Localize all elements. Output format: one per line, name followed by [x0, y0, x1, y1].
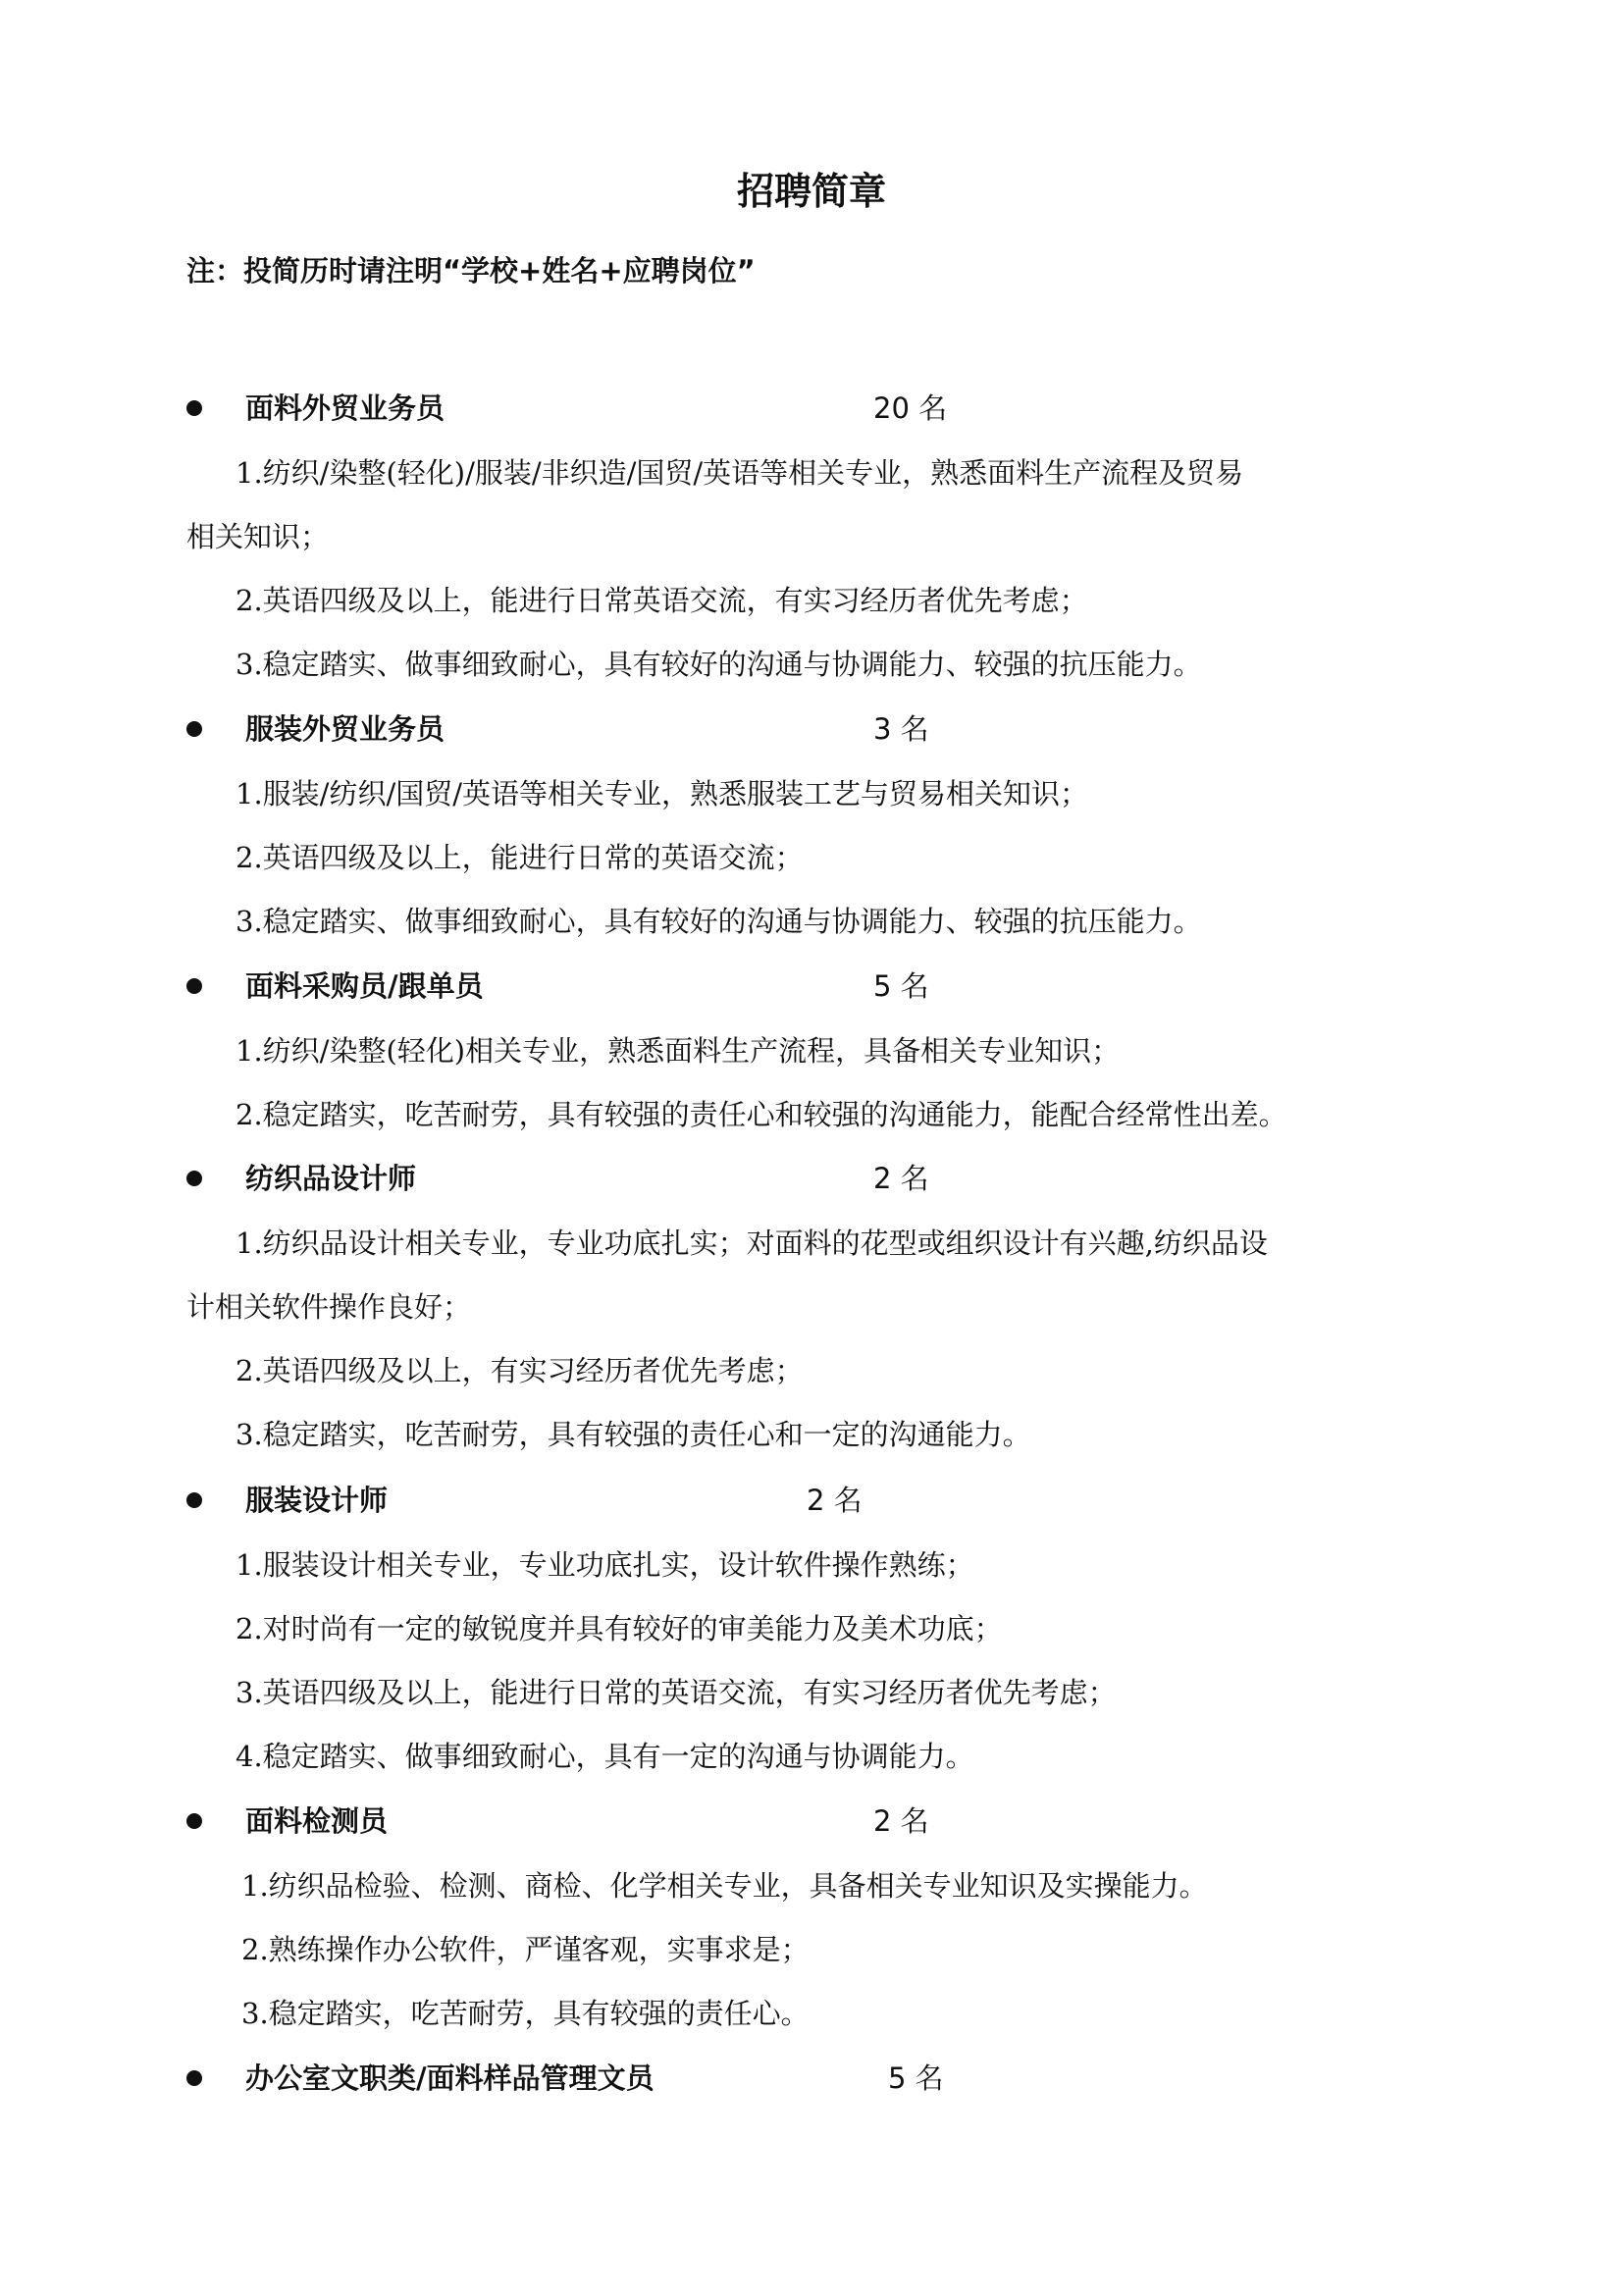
bullet-icon — [186, 1492, 202, 1508]
requirement-item: 3.稳定踏实、做事细致耐心，具有较好的沟通与协调能力、较强的抗压能力。 — [236, 905, 1202, 938]
job-title: 办公室文职类/面料样品管理文员 — [245, 2061, 654, 2095]
job-header — [0, 1801, 1623, 1841]
job-section — [0, 2059, 1623, 2098]
requirement-item: 1.纺织品设计相关专业，专业功底扎实；对面料的花型或组织设计有兴趣,纺织品设 — [236, 1226, 1268, 1260]
job-title: 服装设计师 — [245, 1484, 389, 1517]
requirement-item: 1.纺织/染整(轻化)相关专业，熟悉面料生产流程，具备相关专业知识； — [236, 1034, 1121, 1068]
requirement-item: 2.熟练操作办公软件，严谨客观，实事求是； — [241, 1933, 810, 1966]
job-title: 纺织品设计师 — [245, 1162, 417, 1195]
page-title: 招聘简章 — [736, 170, 886, 213]
requirement-item: 3.稳定踏实、做事细致耐心，具有较好的沟通与协调能力、较强的抗压能力。 — [236, 648, 1202, 681]
requirement-item: 3.英语四级及以上，能进行日常的英语交流，有实习经历者优先考虑； — [236, 1676, 1117, 1709]
bullet-icon — [186, 400, 202, 416]
job-section — [0, 389, 1623, 681]
requirement-item: 1.服装设计相关专业，专业功底扎实，设计软件操作熟练； — [236, 1548, 974, 1582]
requirement-item: 2.英语四级及以上，能进行日常的英语交流； — [236, 841, 804, 874]
job-title: 面料采购员/跟单员 — [245, 969, 484, 1003]
job-section — [0, 1481, 1623, 1773]
job-header — [0, 389, 1623, 428]
job-header — [0, 1481, 1623, 1520]
bullet-icon — [186, 1171, 202, 1186]
job-header — [0, 966, 1623, 1006]
requirement-item: 2.英语四级及以上，能进行日常英语交流，有实习经历者优先考虑； — [236, 584, 1088, 617]
requirement-item: 1.纺织品检验、检测、商检、化学相关专业，具备相关专业知识及实操能力。 — [241, 1869, 1208, 1903]
requirement-item: 3.稳定踏实，吃苦耐劳，具有较强的责任心。 — [241, 1997, 810, 2030]
job-count: 2 名 — [807, 1484, 863, 1517]
requirement-item: 4.稳定踏实、做事细致耐心，具有一定的沟通与协调能力。 — [236, 1740, 974, 1773]
job-count: 5 名 — [888, 2061, 944, 2095]
requirement-item: 2.英语四级及以上，有实习经历者优先考虑； — [236, 1354, 804, 1387]
requirement-item: 1.纺织/染整(轻化)/服装/非织造/国贸/英语等相关专业，熟悉面料生产流程及贸易 — [236, 456, 1244, 490]
job-section — [0, 966, 1623, 1131]
job-count: 5 名 — [873, 969, 929, 1003]
requirement-item: 1.服装/纺织/国贸/英语等相关专业，熟悉服装工艺与贸易相关知识； — [236, 777, 1088, 810]
job-count: 2 名 — [873, 1162, 929, 1195]
job-header — [0, 1159, 1623, 1198]
job-count: 2 名 — [873, 1804, 929, 1838]
job-section — [0, 709, 1623, 938]
job-title: 服装外贸业务员 — [245, 712, 445, 746]
job-header — [0, 2059, 1623, 2098]
job-title: 面料检测员 — [245, 1804, 389, 1838]
job-section — [0, 1801, 1623, 2030]
requirement-item: 2.稳定踏实，吃苦耐劳，具有较强的责任心和较强的沟通能力，能配合经常性出差。 — [236, 1098, 1287, 1131]
requirement-continuation: 计相关软件操作良好； — [186, 1290, 472, 1324]
requirement-item: 2.对时尚有一定的敏锐度并具有较好的审美能力及美术功底； — [236, 1612, 1003, 1645]
job-header — [0, 709, 1623, 749]
bullet-icon — [186, 978, 202, 994]
bullet-icon — [186, 721, 202, 737]
job-count: 20 名 — [873, 391, 948, 425]
bullet-icon — [186, 1813, 202, 1829]
bullet-icon — [186, 2070, 202, 2086]
job-count: 3 名 — [873, 712, 929, 746]
requirement-continuation: 相关知识； — [186, 520, 330, 553]
application-note: 注：投简历时请注明“学校+姓名+应聘岗位” — [186, 254, 756, 287]
job-title: 面料外贸业务员 — [245, 391, 445, 425]
job-section — [0, 1159, 1623, 1451]
requirement-item: 3.稳定踏实，吃苦耐劳，具有较强的责任心和一定的沟通能力。 — [236, 1418, 1031, 1451]
